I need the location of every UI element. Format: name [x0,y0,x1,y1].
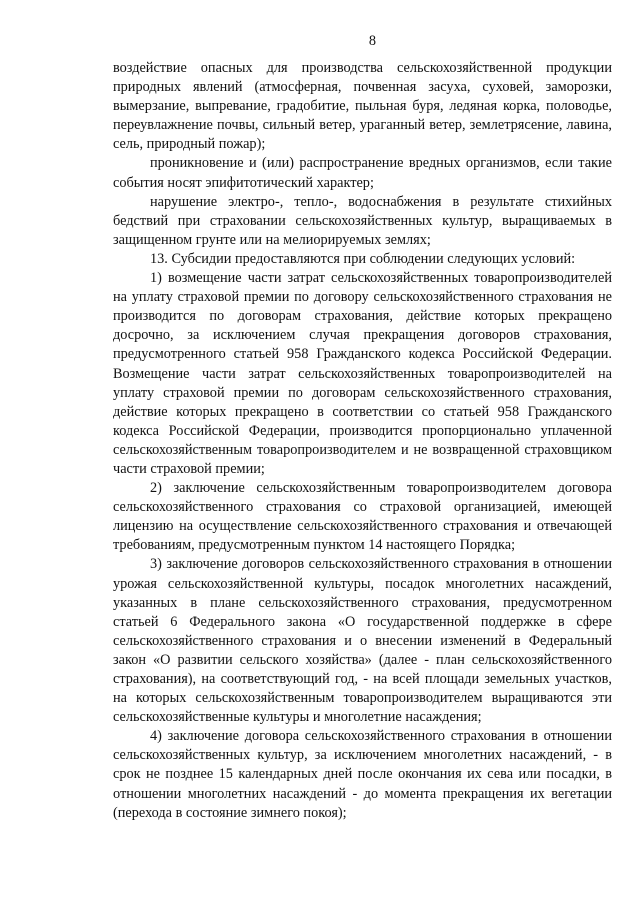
paragraph-natural-hazards: воздействие опасных для производства сельскохозяйственной продукции природных явлений (атмосферная, почвенная засуха, суховей, заморозки, вымерзание, выпревание, градобитие, пыльная буря, ледяная корка, половодье, переувлажнение почвы, сильный ветер, ураганный ветер, землетрясение, лавина, сель, природный пожар); [113,60,612,153]
paragraph-utilities-disruption: нарушение электро-, тепло-, водоснабжения в результате стихийных бедствий при страховании сельскохозяйственных культур, выращиваемых в защищенном грунте или на мелиорируемых землях; [113,193,612,248]
paragraph-13-heading: 13. Субсидии предоставляются при соблюдении следующих условий: [150,250,576,267]
paragraph-pests: проникновение и (или) распространение вредных организмов, если такие события носят эпифитотический характер; [113,155,612,191]
condition-3: 3) заключение договоров сельскохозяйственного страхования в отношении урожая сельскохозяйственной культуры, посадок многолетних насаждений, указанных в плане сельскохозяйственного страхования, предусмотренном статьей 6 Федерального закона «О государственной поддержке в сфере сельскохозяйственного страхования и о внесении изменений в Федеральный закон «О развитии сельского хозяйства» (далее - план сельскохозяйственного страхования), на соответствующий год, - на всей площади земельных участков, на которых сельскохозяйственным товаропроизводителем выращиваются эти сельскохозяйственные культуры и многолетние насаждения; [113,556,612,726]
condition-4: 4) заключение договора сельскохозяйственного страхования в отношении сельскохозяйственных культур, за исключением многолетних насаждений, - в срок не позднее 15 календарных дней после окончания их сева или посадки, в отношении многолетних насаждений - до момента прекращения их вегетации (перехода в состояние зимнего покоя); [113,728,612,821]
condition-2: 2) заключение сельскохозяйственным товаропроизводителем договора сельскохозяйственного страхования со страховой организацией, имеющей лицензию на осуществление сельскохозяйственного страхования и отвечающей требованиям, предусмотренным пунктом 14 настоящего Порядка; [113,480,612,554]
page-number: 8 [368,33,377,49]
condition-1: 1) возмещение части затрат сельскохозяйственных товаропроизводителей на уплату страховой премии по договору сельскохозяйственного страхования не производится по договорам страхования, действие которых прекращено досрочно, за исключением случая прекращения договоров страхования, предусмотренного статьей 958 Гражданского кодекса Российской Федерации. Возмещение части затрат сельскохозяйственных товаропроизводителей на уплату страховой премии по договорам сельскохозяйственного страхования, действие которых прекращено в соответствии со статьей 958 Гражданского кодекса Российской Федерации, производится пропорционально уплаченной сельскохозяйственным товаропроизводителем и не возвращенной страховщиком части страховой премии; [113,270,612,477]
